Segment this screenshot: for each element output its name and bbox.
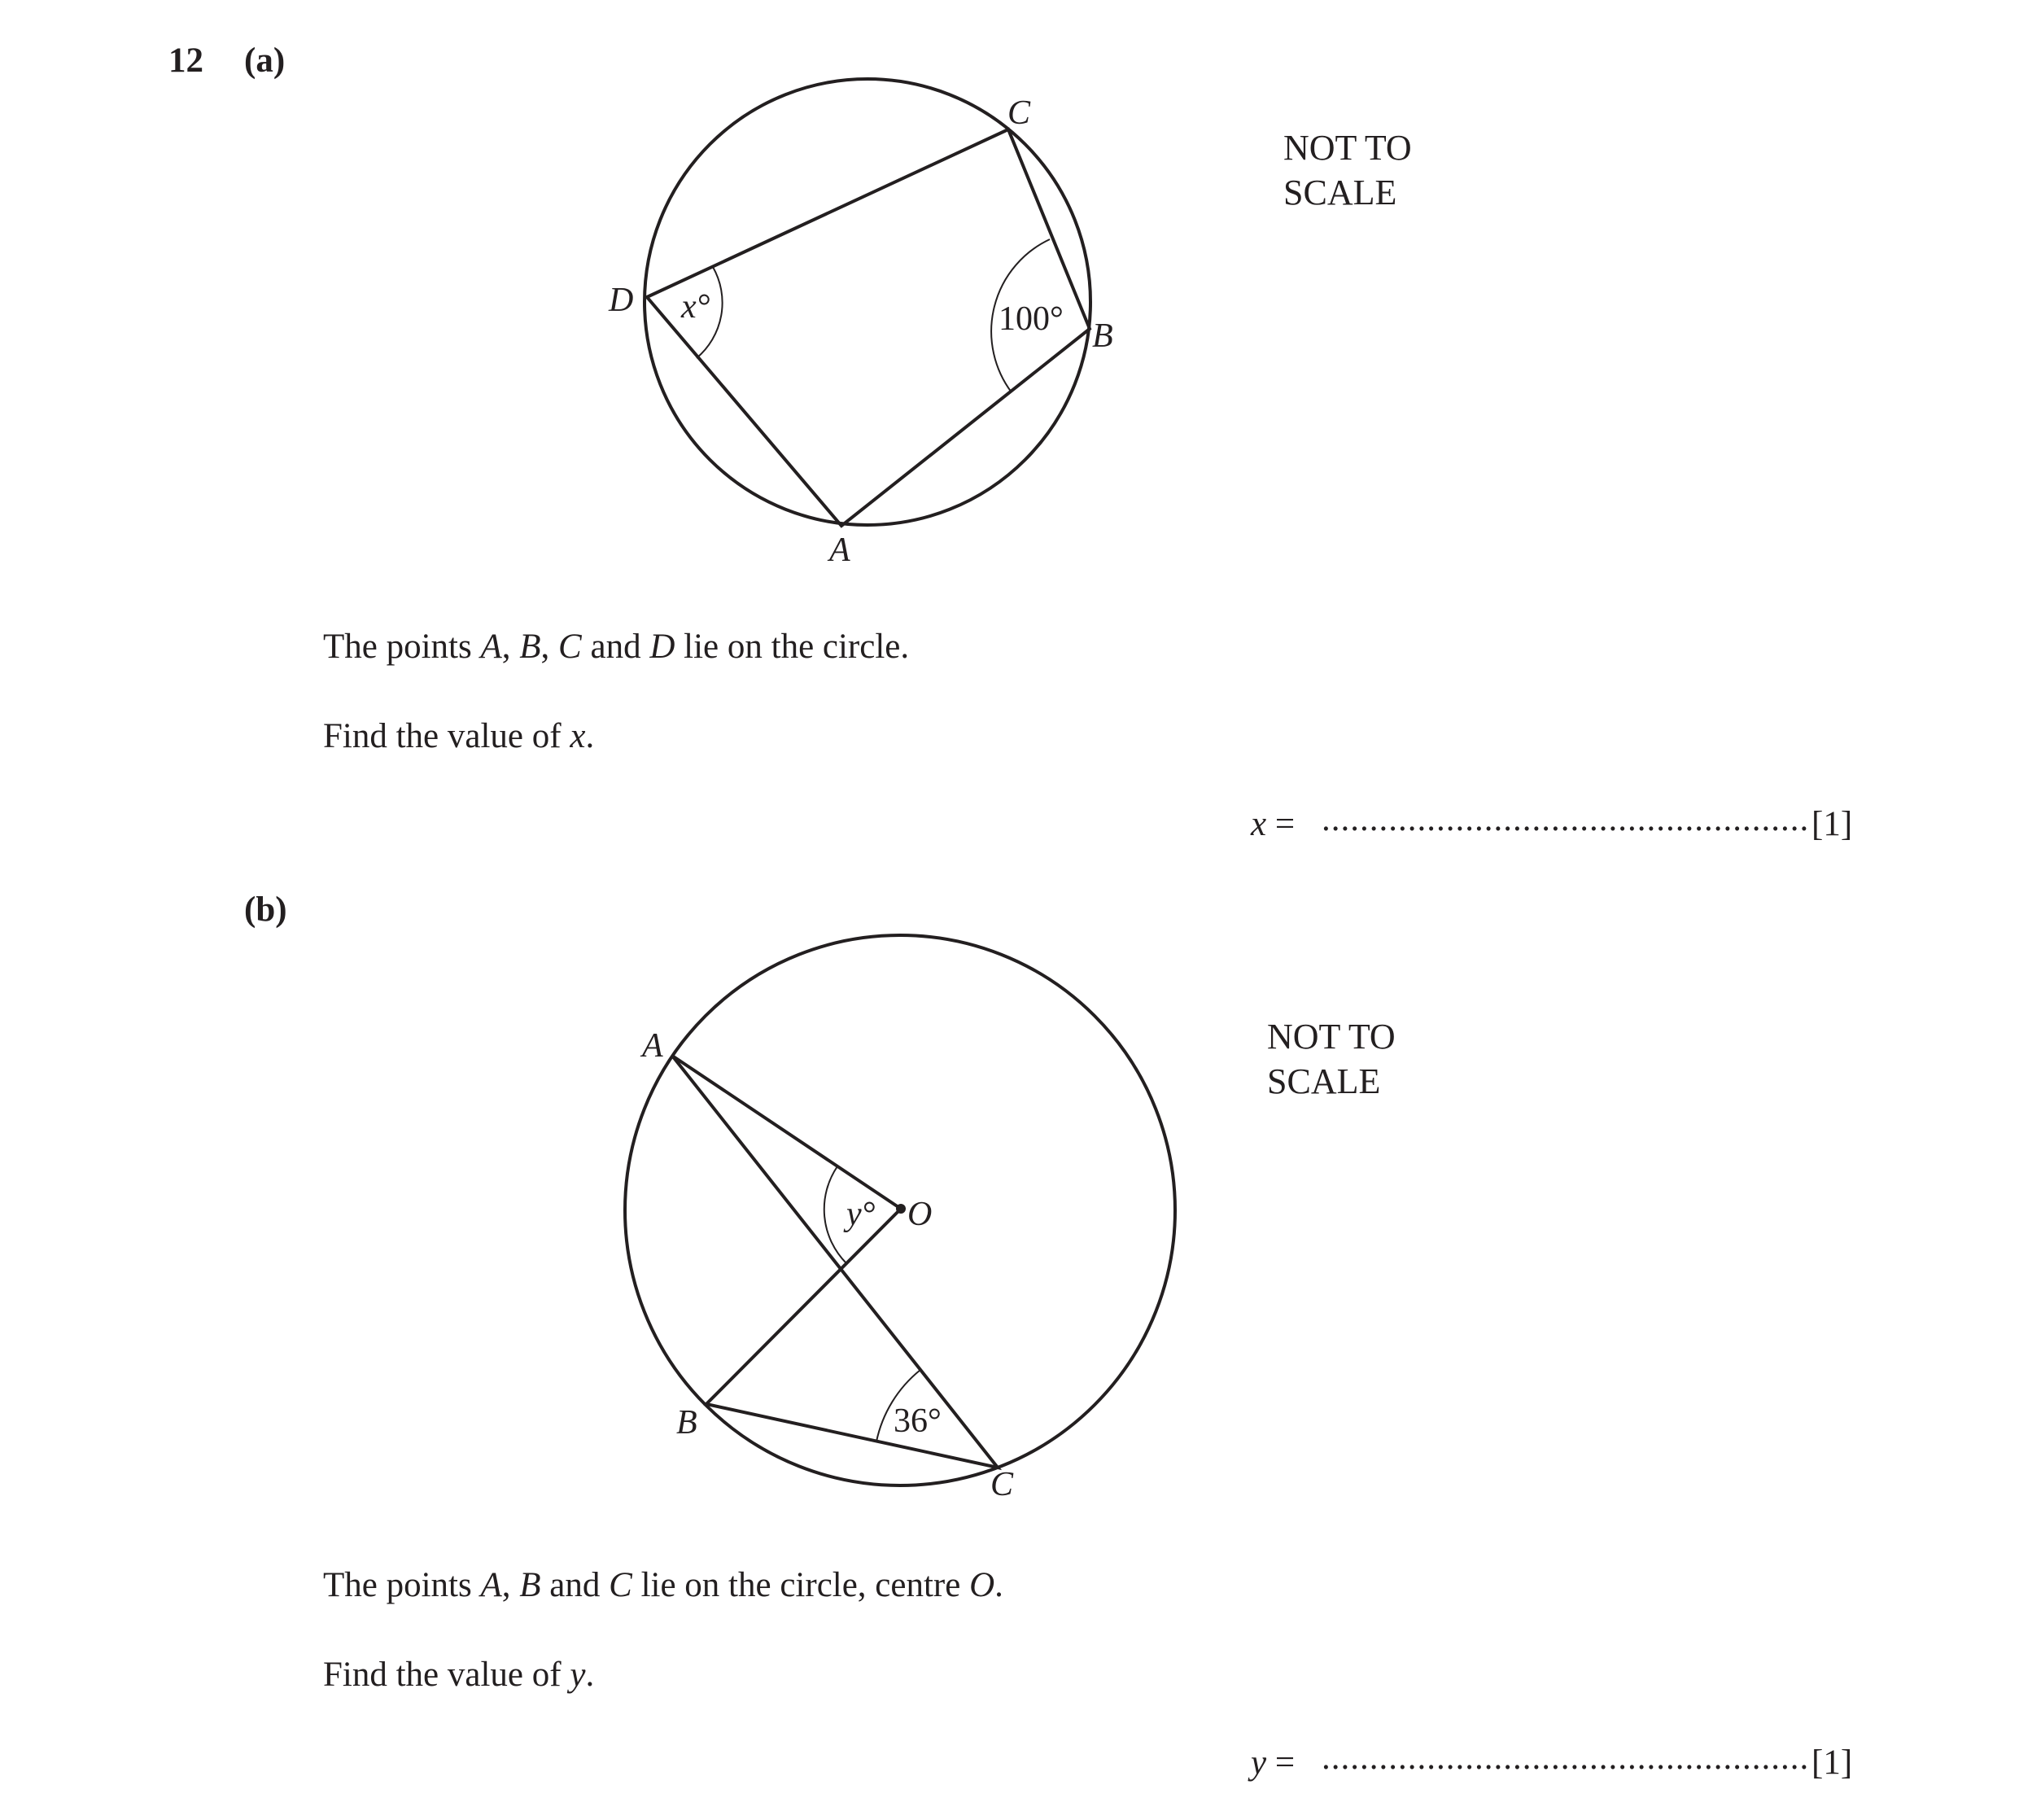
angle-label-100: 100° xyxy=(999,300,1064,338)
part-a-label: (a) xyxy=(244,42,286,80)
point-label-c-b: C xyxy=(990,1466,1014,1503)
answer-label-y: y = xyxy=(1251,1743,1296,1782)
point-label-o: O xyxy=(907,1196,933,1233)
point-label-a-b: A xyxy=(642,1027,663,1065)
point-label-a: A xyxy=(829,532,850,569)
centre-dot xyxy=(896,1204,906,1214)
not-to-scale-b-line2: SCALE xyxy=(1267,1061,1381,1101)
point-label-c: C xyxy=(1007,94,1031,132)
not-to-scale-a-line2: SCALE xyxy=(1283,173,1397,212)
marks-a: [1] xyxy=(1811,805,1853,843)
angle-label-y: y° xyxy=(846,1196,876,1233)
point-label-d: D xyxy=(609,282,634,319)
chord-lines xyxy=(672,1056,998,1468)
angle-arc-y xyxy=(824,1166,846,1263)
marks-b: [1] xyxy=(1811,1743,1853,1782)
instruction-b: Find the value of y. xyxy=(323,1656,595,1694)
point-label-b-b: B xyxy=(676,1404,697,1442)
not-to-scale-a-line1: NOT TO xyxy=(1283,128,1412,168)
instruction-a: Find the value of x. xyxy=(323,717,595,755)
point-label-b: B xyxy=(1092,317,1113,355)
statement-a: The points A, B, C and D lie on the circle. xyxy=(323,628,910,666)
not-to-scale-a xyxy=(1283,125,1412,215)
diagram-b xyxy=(0,895,2019,1547)
angle-label-x: x° xyxy=(681,288,710,326)
diagram-a xyxy=(0,0,2019,602)
question-number: 12 xyxy=(168,42,203,80)
answer-label-x: x = xyxy=(1251,805,1296,843)
not-to-scale-b-line1: NOT TO xyxy=(1267,1017,1396,1057)
statement-b: The points A, B and C lie on the circle, centre O. xyxy=(323,1566,1003,1604)
not-to-scale-b xyxy=(1267,1014,1396,1104)
angle-label-36: 36° xyxy=(894,1402,942,1440)
answer-line-x[interactable]: ................................................... xyxy=(1322,800,1810,838)
part-b-label: (b) xyxy=(244,890,287,929)
answer-line-y[interactable]: ................................................... xyxy=(1322,1739,1810,1777)
